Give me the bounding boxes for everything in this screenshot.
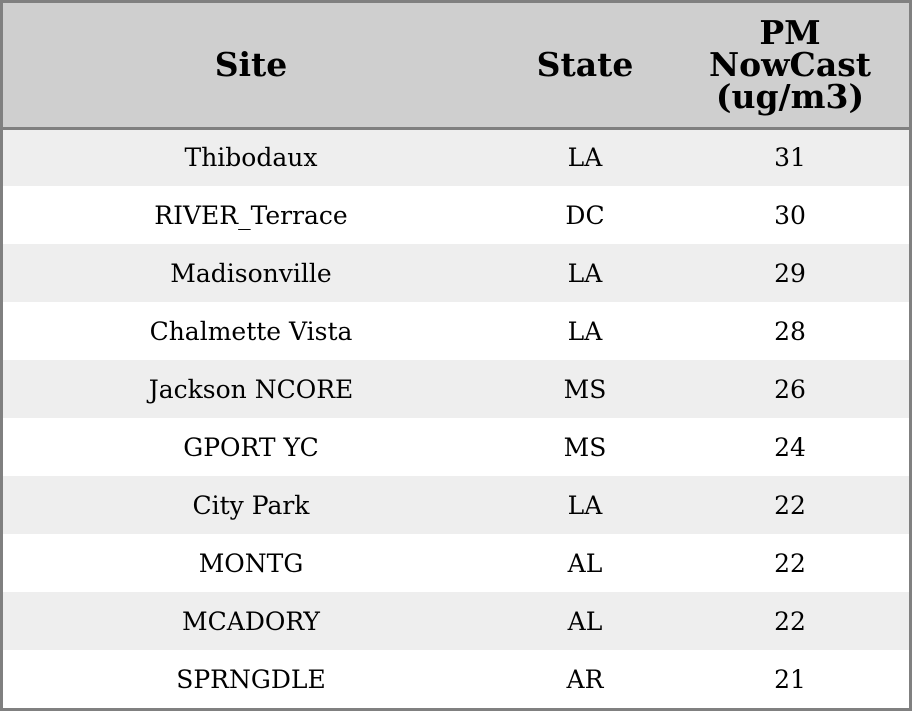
header-pm-nowcast [671,3,909,128]
table-row [3,534,909,592]
table-row [3,360,909,418]
cell-pm: 31 [774,143,806,173]
cell-site: Madisonville [170,258,332,288]
cell-pm: 22 [774,548,806,578]
table-row [3,186,909,244]
table-row [3,592,909,650]
header-site: Site [3,3,499,128]
cell-site: Jackson NCORE [148,374,354,404]
cell-state: AL [567,548,603,578]
table-row [3,476,909,534]
cell-site: Thibodaux [184,143,318,173]
cell-site: MCADORY [182,606,320,636]
cell-pm: 24 [774,432,806,462]
cell-site: MONTG [198,548,304,578]
header-pm-line3: (ug/m3) [715,76,865,116]
cell-state: LA [567,316,603,346]
table-header [3,3,909,128]
cell-state: AR [566,664,604,694]
cell-state: MS [563,432,607,462]
cell-site: RIVER_Terrace [154,200,348,230]
cell-state: LA [567,258,603,288]
cell-site: City Park [192,490,310,520]
cell-state: MS [563,374,607,404]
cell-site: SPRNGDLE [176,664,326,694]
cell-pm: 29 [774,258,806,288]
table-row [3,650,909,708]
cell-pm: 22 [774,490,806,520]
header-pm-line1: PM [759,12,821,52]
table-row [3,128,909,186]
header-row [3,3,909,128]
cell-pm: 28 [774,316,806,346]
cell-state: LA [567,490,603,520]
header-state: State [499,3,671,128]
table-row [3,244,909,302]
table-body [3,128,909,708]
header-pm-line2: NowCast [708,44,872,84]
cell-site: GPORT YC [183,432,319,462]
pm-nowcast-table [3,3,909,708]
cell-site: Chalmette Vista [149,316,353,346]
cell-state: DC [565,200,605,230]
table-row [3,418,909,476]
cell-pm: 21 [774,664,806,694]
cell-pm: 30 [774,200,806,230]
cell-state: LA [567,143,603,173]
cell-pm: 22 [774,606,806,636]
cell-pm: 26 [774,374,806,404]
table-row [3,302,909,360]
cell-state: AL [567,606,603,636]
